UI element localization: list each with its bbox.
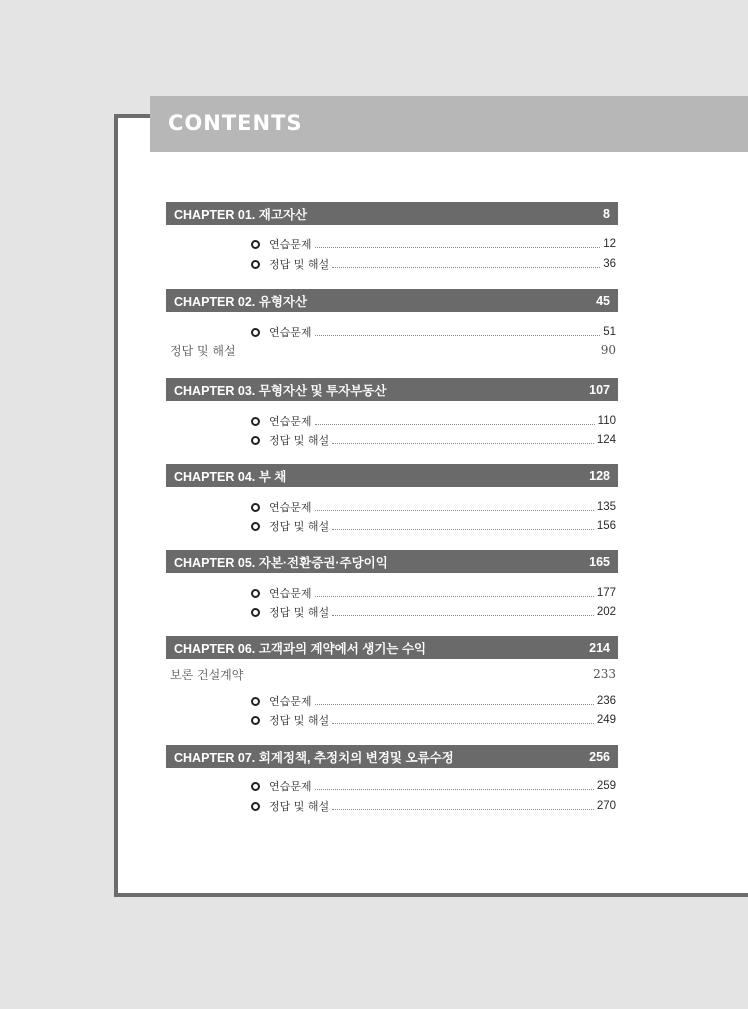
bullet-icon (251, 328, 260, 337)
entry-page: 51 (603, 326, 616, 338)
entry-label: 정답 및 해설 (269, 714, 330, 727)
chapter-title: CHAPTER 02. 유형자산 (174, 294, 308, 309)
toc-entry-exercises[interactable] (251, 777, 616, 795)
entry-label: 정답 및 해설 (269, 258, 330, 271)
dot-leader (315, 789, 594, 790)
chapter-title: CHAPTER 04. 부 채 (174, 469, 287, 484)
toc-entry-answers[interactable] (251, 431, 616, 449)
chapter-title: CHAPTER 07. 회계정책, 추정치의 변경및 오류수정 (174, 750, 454, 765)
chapter-page: 128 (589, 468, 610, 483)
bullet-icon (251, 716, 260, 725)
dot-leader (332, 529, 594, 530)
bullet-icon (251, 802, 260, 811)
chapter-title: CHAPTER 03. 무형자산 및 투자부동산 (174, 383, 387, 398)
bullet-icon (251, 608, 260, 617)
entry-label: 연습문제 (269, 415, 312, 428)
entry-label: 연습문제 (269, 326, 312, 339)
dot-leader (315, 335, 601, 336)
toc-entry-exercises[interactable] (251, 323, 616, 341)
toc-entry-exercises[interactable] (251, 584, 616, 602)
entry-label: 연습문제 (269, 695, 312, 708)
chapter-05 (166, 550, 618, 619)
chapter-bar[interactable] (166, 745, 618, 768)
entry-label: 연습문제 (269, 238, 312, 251)
entry-page: 36 (603, 258, 616, 270)
toc-entry-exercises[interactable] (251, 498, 616, 516)
entry-label: 정답 및 해설 (269, 520, 330, 533)
entry-label: 연습문제 (269, 501, 312, 514)
dot-leader (315, 704, 594, 705)
page-title: CONTENTS (168, 111, 303, 135)
dot-leader (315, 596, 594, 597)
chapter-title: CHAPTER 06. 고객과의 계약에서 생기는 수익 (174, 641, 427, 656)
chapter-page: 107 (589, 382, 610, 397)
entry-page: 156 (596, 520, 616, 532)
chapter-page: 45 (596, 293, 610, 308)
dot-leader (332, 267, 600, 268)
chapter-03 (166, 378, 618, 447)
entry-page: 124 (596, 434, 616, 446)
toc-entry-answers[interactable] (251, 797, 616, 815)
dot-leader (315, 510, 594, 511)
dot-leader (315, 424, 595, 425)
entry-label: 정답 및 해설 (170, 343, 236, 358)
dot-leader (332, 443, 594, 444)
entry-page: 259 (596, 780, 616, 792)
entry-label: 보론 건설계약 (170, 667, 244, 682)
chapter-page: 8 (603, 206, 610, 221)
entry-label: 연습문제 (269, 780, 312, 793)
chapter-bar[interactable] (166, 202, 618, 225)
toc-entry-answers[interactable] (251, 255, 616, 273)
entry-label: 연습문제 (269, 587, 312, 600)
chapter-07 (166, 745, 618, 813)
toc-entry-answers[interactable] (251, 711, 616, 729)
bullet-icon (251, 522, 260, 531)
toc-entry-exercises[interactable] (251, 692, 616, 710)
entry-label: 정답 및 해설 (269, 800, 330, 813)
bullet-icon (251, 240, 260, 249)
toc-entry-plain[interactable] (170, 665, 616, 683)
entry-page: 12 (603, 238, 616, 250)
chapter-06 (166, 636, 618, 727)
bullet-icon (251, 503, 260, 512)
bullet-icon (251, 260, 260, 269)
chapter-bar[interactable] (166, 550, 618, 573)
chapter-page: 165 (589, 554, 610, 569)
bullet-icon (251, 436, 260, 445)
chapter-bar[interactable] (166, 289, 618, 312)
dot-leader (332, 723, 594, 724)
bullet-icon (251, 782, 260, 791)
toc-entry-plain[interactable] (170, 341, 616, 359)
chapter-bar[interactable] (166, 378, 618, 401)
bullet-icon (251, 589, 260, 598)
chapter-title: CHAPTER 05. 자본·전환증권·주당이익 (174, 555, 388, 570)
bullet-icon (251, 697, 260, 706)
toc-entry-answers[interactable] (251, 603, 616, 621)
entry-page: 270 (596, 800, 616, 812)
entry-page: 90 (600, 343, 616, 357)
chapter-01 (166, 202, 618, 271)
entry-page: 236 (596, 695, 616, 707)
toc-entry-exercises[interactable] (251, 235, 616, 253)
dot-leader (332, 615, 594, 616)
chapter-page: 214 (589, 640, 610, 655)
dot-leader (332, 809, 594, 810)
chapter-page: 256 (589, 749, 610, 764)
dot-leader (315, 247, 601, 248)
entry-page: 249 (596, 714, 616, 726)
bullet-icon (251, 417, 260, 426)
chapter-04 (166, 464, 618, 533)
toc-entry-answers[interactable] (251, 517, 616, 535)
entry-page: 177 (596, 587, 616, 599)
entry-page: 110 (597, 415, 616, 427)
entry-label: 정답 및 해설 (269, 606, 330, 619)
contents-header (150, 96, 748, 152)
chapter-bar[interactable] (166, 464, 618, 487)
entry-label: 정답 및 해설 (269, 434, 330, 447)
entry-page: 233 (593, 667, 616, 681)
entry-page: 202 (596, 606, 616, 618)
chapter-bar[interactable] (166, 636, 618, 659)
toc-entry-exercises[interactable] (251, 412, 616, 430)
chapter-02 (166, 289, 618, 358)
chapter-title: CHAPTER 01. 재고자산 (174, 207, 308, 222)
entry-page: 135 (596, 501, 616, 513)
